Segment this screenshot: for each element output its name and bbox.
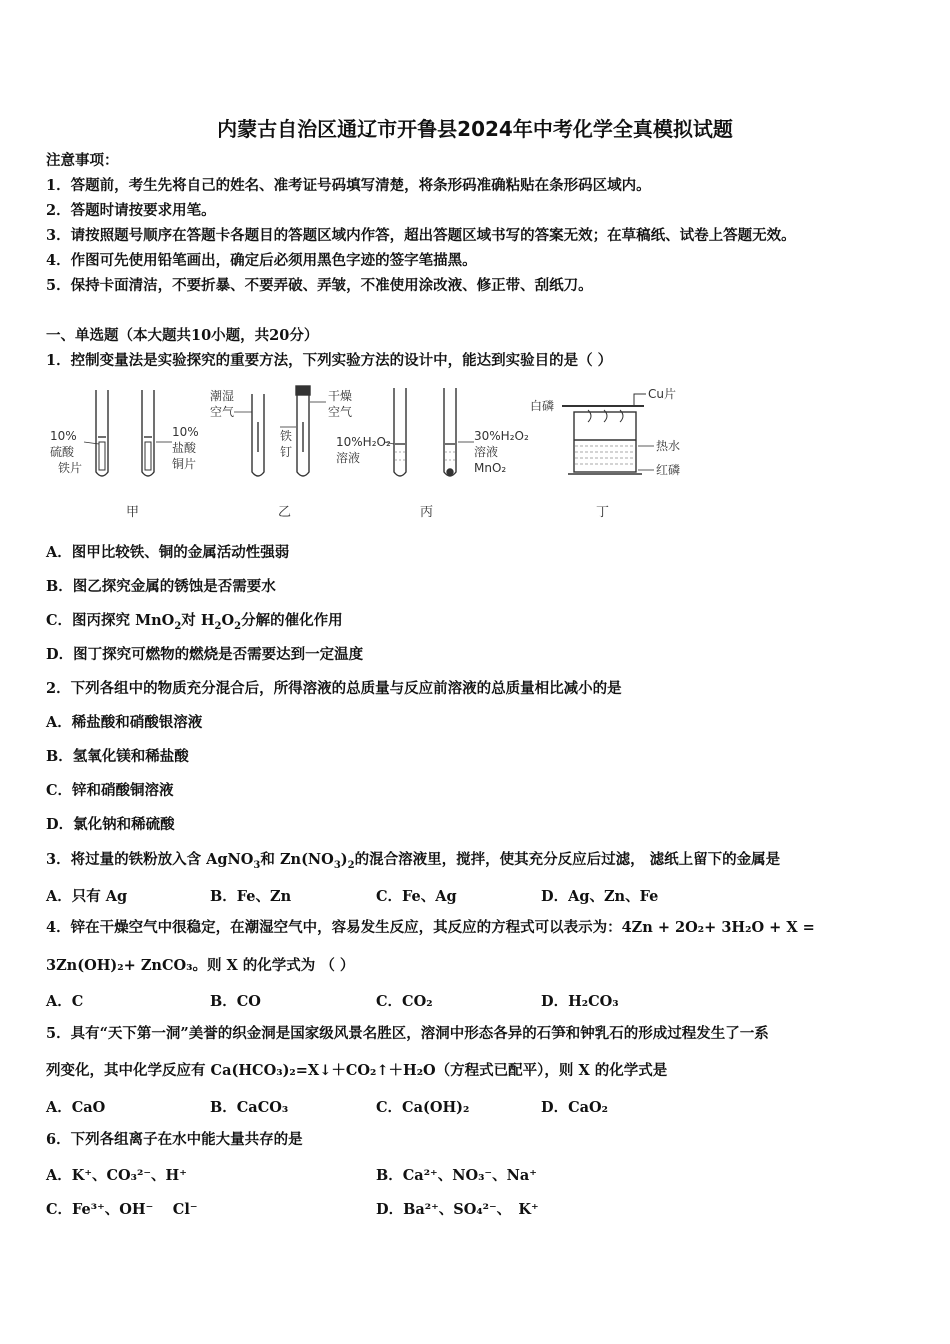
notice-item-4: 4．作图可先使用铅笔画出，确定后必须用黑色字迹的签字笔描黑。	[46, 252, 477, 269]
q2-option-b: B．氢氧化镁和稀盐酸	[46, 748, 189, 765]
jia-left-label-1: 10%	[50, 429, 77, 443]
q4-option-a: A．C	[46, 993, 84, 1010]
q4-option-d: D．H₂CO₃	[541, 993, 619, 1010]
jia-right-label-2: 盐酸	[172, 441, 197, 455]
ding-label-hot-water: 热水	[656, 439, 681, 453]
q1-option-c: C．图丙探究 MnO$_2$对 $H_2O_2$分解的催化作用	[46, 612, 343, 632]
q5-stem-line2: 列变化，其中化学反应有 Ca(HCO₃)₂=X↓＋CO₂↑＋H₂O（方程式已配平），则 X 的化学式是	[46, 1062, 668, 1079]
q1-option-d: D．图丁探究可燃物的燃烧是否需要达到一定温度	[46, 646, 364, 663]
q3-option-b: B．Fe、Zn	[210, 888, 292, 905]
caption-yi: 乙	[278, 505, 292, 520]
experiment-figure	[44, 382, 684, 527]
notice-item-3: 3．请按照题号顺序在答题卡各题目的答题区域内作答，超出答题区域书写的答案无效；在草稿纸、试卷上答题无效。	[46, 227, 796, 244]
q4-option-c: C．CO₂	[376, 993, 433, 1010]
caption-ding: 丁	[596, 505, 610, 520]
yi-left-label-2: 空气	[210, 405, 235, 419]
bing-right-label-2: 溶液	[474, 445, 499, 459]
q5-option-a: A．CaO	[46, 1099, 106, 1116]
bing-right-label-3: MnO₂	[474, 461, 507, 475]
q1-stem: 1．控制变量法是实验探究的重要方法，下列实验方法的设计中，能达到实验目的是（ ）	[46, 352, 613, 369]
q6-option-c: C．Fe³⁺、OH⁻ Cl⁻	[46, 1201, 198, 1218]
q3-option-a: A．只有 Ag	[46, 888, 128, 905]
q3-option-d: D．Ag、Zn、Fe	[541, 888, 659, 905]
q6-option-a: A．K⁺、CO₃²⁻、H⁺	[46, 1167, 187, 1184]
q5-option-b: B．CaCO₃	[210, 1099, 289, 1116]
q1-option-a: A．图甲比较铁、铜的金属活动性强弱	[46, 544, 290, 561]
q4-option-b: B．CO	[210, 993, 261, 1010]
section-heading: 一、单选题（本大题共10小题，共20分）	[46, 327, 319, 344]
q2-option-c: C．锌和硝酸铜溶液	[46, 782, 174, 799]
caption-jia: 甲	[126, 505, 140, 520]
jia-right-label-3: 铜片	[172, 457, 197, 471]
bing-left-label-2: 溶液	[336, 451, 361, 465]
bing-right-label-1: 30%H₂O₂	[474, 429, 529, 443]
q4-stem-line1: 4．锌在干燥空气中很稳定，在潮湿空气中，容易发生反应，其反应的方程式可以表示为：4Zn + 2O₂+ 3H₂O + X =	[46, 919, 815, 936]
q4-stem-line2: 3Zn(OH)₂+ ZnCO₃。则 X 的化学式为 （ ）	[46, 957, 355, 974]
q5-option-d: D．CaO₂	[541, 1099, 608, 1116]
q1-option-b: B．图乙探究金属的锈蚀是否需要水	[46, 578, 276, 595]
q6-option-d: D．Ba²⁺、SO₄²⁻、 K⁺	[376, 1201, 539, 1218]
q3-option-c: C．Fe、Ag	[376, 888, 457, 905]
notice-item-1: 1．答题前，考生先将自己的姓名、准考证号码填写清楚，将条形码准确粘贴在条形码区域内。	[46, 177, 651, 194]
q6-stem: 6．下列各组离子在水中能大量共存的是	[46, 1131, 303, 1148]
jia-right-label-1: 10%	[172, 425, 199, 439]
q2-stem: 2．下列各组中的物质充分混合后，所得溶液的总质量与反应前溶液的总质量相比减小的是	[46, 680, 622, 697]
ding-label-white-phosphorus: 白磷	[530, 399, 555, 413]
q3-stem: 3．将过量的铁粉放入含 AgNO$_3$和 $Zn(NO_3)_2$的混合溶液里，搅拌，使其充分反应后过滤， 滤纸上留下的金属是	[46, 851, 781, 871]
q2-option-a: A．稀盐酸和硝酸银溶液	[46, 714, 203, 731]
notice-item-5: 5．保持卡面清洁，不要折暴、不要弄破、弄皱，不准使用涂改液、修正带、刮纸刀。	[46, 277, 593, 294]
yi-mid-label-1: 铁	[280, 429, 293, 443]
q5-option-c: C．Ca(OH)₂	[376, 1099, 470, 1116]
caption-bing: 丙	[420, 505, 434, 520]
ding-label-cu: Cu片	[648, 387, 676, 401]
yi-left-label-1: 潮湿	[210, 389, 235, 403]
bing-left-label-1: 10%H₂O₂	[336, 435, 391, 449]
jia-left-label-3: 铁片	[58, 461, 83, 475]
ding-label-red-phosphorus: 红磷	[656, 463, 681, 477]
yi-right-label-1: 干燥	[328, 389, 353, 403]
jia-left-label-2: 硫酸	[50, 445, 75, 459]
q2-option-d: D．氯化钠和稀硫酸	[46, 816, 175, 833]
q5-stem-line1: 5．具有“天下第一洞”美誉的织金洞是国家级风景名胜区，溶洞中形态各异的石笋和钟乳石的形成过程发生了一系	[46, 1025, 769, 1042]
yi-mid-label-2: 钉	[280, 445, 293, 459]
notice-heading: 注意事项：	[46, 152, 119, 169]
q6-option-b: B．Ca²⁺、NO₃⁻、Na⁺	[376, 1167, 537, 1184]
page-title: 内蒙古自治区通辽市开鲁县2024年中考化学全真模拟试题	[217, 117, 733, 141]
notice-item-2: 2．答题时请按要求用笔。	[46, 202, 216, 219]
yi-right-label-2: 空气	[328, 405, 353, 419]
